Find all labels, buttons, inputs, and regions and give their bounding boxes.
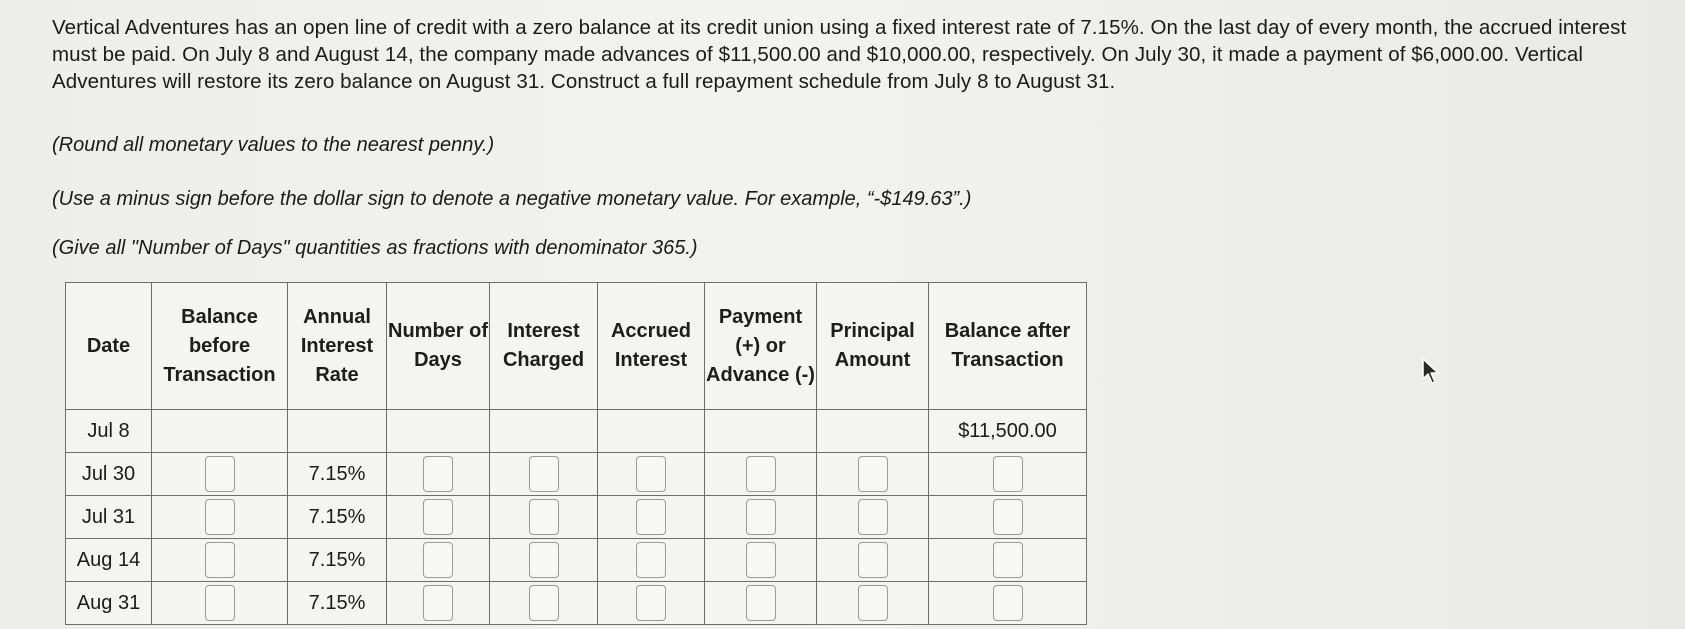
interest-charged-cell <box>490 539 598 582</box>
row-date: Aug 14 <box>66 539 152 582</box>
balance-after-input[interactable] <box>993 499 1023 535</box>
header-interest-charged: Interest Charged <box>490 283 598 410</box>
interest-charged-input[interactable] <box>529 456 559 492</box>
accrued-interest-cell <box>598 410 705 453</box>
header-payment-advance: Payment (+) or Advance (-) <box>705 283 817 410</box>
mouse-pointer-icon <box>1421 357 1443 385</box>
payment-advance-input[interactable] <box>746 585 776 621</box>
interest-charged-cell <box>490 496 598 539</box>
table-header-row <box>66 283 1087 410</box>
balance-before-input[interactable] <box>205 585 235 621</box>
balance-after-cell <box>929 453 1087 496</box>
interest-charged-cell <box>490 582 598 625</box>
number-of-days-input[interactable] <box>423 585 453 621</box>
days-cell <box>387 582 490 625</box>
accrued-interest-cell <box>598 453 705 496</box>
balance-after-input[interactable] <box>993 542 1023 578</box>
rate-cell <box>288 410 387 453</box>
interest-charged-input[interactable] <box>529 585 559 621</box>
accrued-interest-cell <box>598 496 705 539</box>
interest-charged-cell <box>490 410 598 453</box>
rate-cell: 7.15% <box>288 453 387 496</box>
principal-input[interactable] <box>858 499 888 535</box>
rate-cell: 7.15% <box>288 582 387 625</box>
balance-before-cell <box>152 539 288 582</box>
balance-after-cell <box>929 582 1087 625</box>
principal-cell <box>817 410 929 453</box>
balance-after-input[interactable] <box>993 585 1023 621</box>
table-row <box>66 582 1087 625</box>
table-row <box>66 496 1087 539</box>
principal-cell <box>817 496 929 539</box>
days-cell <box>387 453 490 496</box>
table-row <box>66 453 1087 496</box>
principal-cell <box>817 453 929 496</box>
payment-advance-cell <box>705 496 817 539</box>
principal-input[interactable] <box>858 585 888 621</box>
header-principal: Principal Amount <box>817 283 929 410</box>
payment-advance-cell <box>705 453 817 496</box>
header-date: Date <box>66 283 152 410</box>
interest-charged-input[interactable] <box>529 542 559 578</box>
row-date: Aug 31 <box>66 582 152 625</box>
repayment-schedule-table <box>65 282 1087 625</box>
rounding-note: (Round all monetary values to the nearest penny.) <box>52 134 495 156</box>
row-date: Jul 8 <box>66 410 152 453</box>
days-cell <box>387 539 490 582</box>
row-date: Jul 31 <box>66 496 152 539</box>
balance-after-cell <box>929 539 1087 582</box>
accrued-interest-cell <box>598 539 705 582</box>
days-cell <box>387 496 490 539</box>
balance-after-input[interactable] <box>993 456 1023 492</box>
row-date: Jul 30 <box>66 453 152 496</box>
payment-advance-cell <box>705 539 817 582</box>
problem-text: Vertical Adventures has an open line of credit with a zero balance at its credit union using a fixed interest rate of 7.15%. On the last day of every month, the accrued interest must be paid. On July 8 and August 14, the company made advances of $11,500.00 and $10,000.00, respectively. On July 30, it made a payment of $6,000.00. Vertical Adventures will restore its zero balance on August 31. Construct a full repayment schedule from July 8 to August 31. <box>52 16 1627 93</box>
balance-before-input[interactable] <box>205 456 235 492</box>
payment-advance-input[interactable] <box>746 499 776 535</box>
table-row <box>66 410 1087 453</box>
principal-input[interactable] <box>858 456 888 492</box>
rate-cell: 7.15% <box>288 539 387 582</box>
header-accrued-interest: Accrued Interest <box>598 283 705 410</box>
number-of-days-input[interactable] <box>423 499 453 535</box>
principal-cell <box>817 582 929 625</box>
accrued-interest-input[interactable] <box>636 585 666 621</box>
balance-before-cell <box>152 453 288 496</box>
payment-advance-cell <box>705 410 817 453</box>
header-balance-after: Balance after Transaction <box>929 283 1087 410</box>
header-balance-before: Balance before Transaction <box>152 283 288 410</box>
payment-advance-input[interactable] <box>746 542 776 578</box>
accrued-interest-input[interactable] <box>636 499 666 535</box>
accrued-interest-input[interactable] <box>636 542 666 578</box>
payment-advance-input[interactable] <box>746 456 776 492</box>
balance-before-input[interactable] <box>205 499 235 535</box>
header-number-of-days: Number of Days <box>387 283 490 410</box>
interest-charged-input[interactable] <box>529 499 559 535</box>
number-of-days-input[interactable] <box>423 542 453 578</box>
interest-charged-cell <box>490 453 598 496</box>
balance-after-cell <box>929 496 1087 539</box>
principal-input[interactable] <box>858 542 888 578</box>
accrued-interest-input[interactable] <box>636 456 666 492</box>
table-row <box>66 539 1087 582</box>
balance-before-input[interactable] <box>205 542 235 578</box>
problem-statement <box>52 14 1652 95</box>
header-annual-rate: Annual Interest Rate <box>288 283 387 410</box>
principal-cell <box>817 539 929 582</box>
rate-cell: 7.15% <box>288 496 387 539</box>
days-cell <box>387 410 490 453</box>
minus-sign-note: (Use a minus sign before the dollar sign to denote a negative monetary value. For example, “-$149.63”.) <box>52 188 972 210</box>
days-note: (Give all "Number of Days" quantities as fractions with denominator 365.) <box>52 237 698 259</box>
accrued-interest-cell <box>598 582 705 625</box>
balance-after-value: $11,500.00 <box>929 410 1087 453</box>
number-of-days-input[interactable] <box>423 456 453 492</box>
payment-advance-cell <box>705 582 817 625</box>
balance-before-cell <box>152 582 288 625</box>
balance-before-cell <box>152 410 288 453</box>
balance-before-cell <box>152 496 288 539</box>
